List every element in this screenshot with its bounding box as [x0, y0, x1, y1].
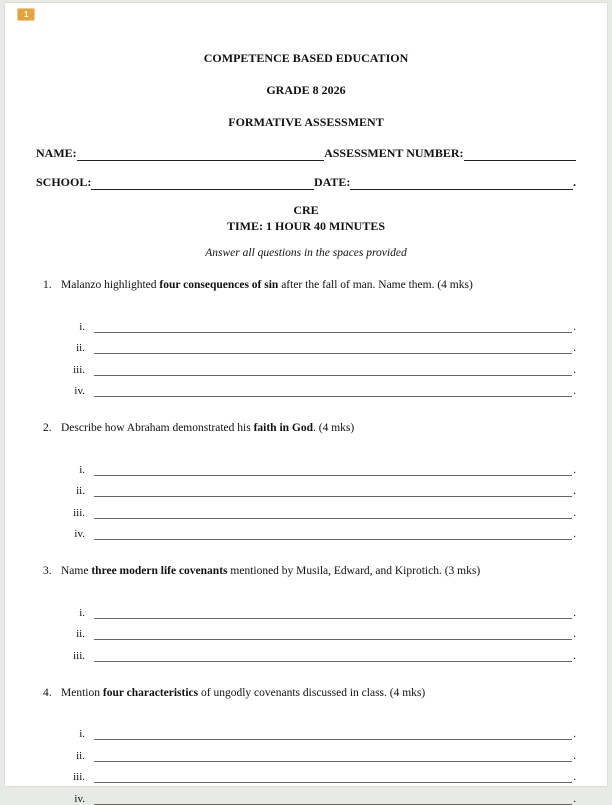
question-block [36, 279, 576, 397]
answer-line [36, 497, 576, 519]
answer-line [36, 519, 576, 541]
name-assessment-row [36, 145, 576, 161]
answer-field-line[interactable] [94, 626, 572, 640]
subject-heading: CRE [36, 203, 576, 219]
assessment-number-label: ASSESSMENT NUMBER: [324, 146, 463, 161]
question-number: 2. [43, 422, 61, 434]
name-label: NAME: [36, 146, 77, 161]
answer-line-period: . [572, 485, 576, 497]
answer-line [36, 354, 576, 376]
page-number-badge[interactable]: 1 [17, 8, 35, 21]
answer-field-line[interactable] [94, 340, 572, 354]
grade-heading: GRADE 8 2026 [36, 83, 576, 98]
answer-line [36, 333, 576, 355]
answer-line-numeral: iii. [36, 650, 94, 662]
answer-line-numeral: iv. [36, 528, 94, 540]
question-text: Name three modern life covenants mentioned by Musila, Edward, and Kiprotich. (3 mks) [61, 565, 480, 577]
answer-line-numeral: iii. [36, 507, 94, 519]
answer-line [36, 719, 576, 741]
answer-field-line[interactable] [94, 748, 572, 762]
answer-field-line[interactable] [94, 791, 572, 805]
school-field-line[interactable] [91, 176, 314, 190]
answer-line-period: . [572, 321, 576, 333]
answer-line [36, 740, 576, 762]
question-head [36, 279, 576, 291]
answer-field-line[interactable] [94, 462, 572, 476]
document-title: COMPETENCE BASED EDUCATION [36, 51, 576, 66]
answer-line [36, 454, 576, 476]
answer-field-line[interactable] [94, 483, 572, 497]
answer-line-period: . [572, 771, 576, 783]
answer-line-period: . [572, 385, 576, 397]
answer-line [36, 311, 576, 333]
answer-line-period: . [572, 793, 576, 805]
school-date-row [36, 174, 576, 190]
answer-line-numeral: i. [36, 728, 94, 740]
question-head [36, 422, 576, 434]
answer-field-line[interactable] [94, 383, 572, 397]
question-block [36, 687, 576, 805]
answer-line-period: . [572, 364, 576, 376]
assessment-number-field-line[interactable] [464, 147, 576, 161]
answer-line-period: . [572, 464, 576, 476]
answer-field-line[interactable] [94, 505, 572, 519]
answer-line-period: . [572, 528, 576, 540]
name-field-line[interactable] [77, 147, 324, 161]
answer-line-period: . [572, 628, 576, 640]
answer-line-period: . [572, 342, 576, 354]
answer-line-numeral: ii. [36, 485, 94, 497]
question-head [36, 565, 576, 577]
answer-field-line[interactable] [94, 526, 572, 540]
answer-line-numeral: iv. [36, 385, 94, 397]
answer-line-numeral: i. [36, 464, 94, 476]
answer-line-period: . [572, 750, 576, 762]
assessment-type-heading: FORMATIVE ASSESSMENT [36, 115, 576, 130]
answer-field-line[interactable] [94, 362, 572, 376]
page-content [5, 3, 607, 786]
answer-line-numeral: ii. [36, 342, 94, 354]
answer-field-line[interactable] [94, 605, 572, 619]
row-end-period: . [573, 175, 576, 190]
answer-line-period: . [572, 507, 576, 519]
answer-field-line[interactable] [94, 319, 572, 333]
answer-field-line[interactable] [94, 648, 572, 662]
answer-line-period: . [572, 650, 576, 662]
question-text: Malanzo highlighted four consequences of sin after the fall of man. Name them. (4 mks) [61, 279, 473, 291]
answer-line [36, 762, 576, 784]
question-block [36, 565, 576, 662]
question-text: Mention four characteristics of ungodly covenants discussed in class. (4 mks) [61, 687, 425, 699]
answer-line [36, 597, 576, 619]
answer-line [36, 619, 576, 641]
answer-field-line[interactable] [94, 726, 572, 740]
answer-line [36, 376, 576, 398]
answer-line-numeral: ii. [36, 750, 94, 762]
answer-line-numeral: iii. [36, 364, 94, 376]
answer-field-line[interactable] [94, 769, 572, 783]
answer-line [36, 783, 576, 805]
question-text: Describe how Abraham demonstrated his faith in God. (4 mks) [61, 422, 354, 434]
date-field-line[interactable] [350, 176, 573, 190]
answer-line-period: . [572, 607, 576, 619]
document-page [5, 3, 607, 786]
date-label: DATE: [314, 175, 350, 190]
answer-line-numeral: iii. [36, 771, 94, 783]
question-number: 3. [43, 565, 61, 577]
questions [36, 279, 576, 805]
subject-time-block [36, 203, 576, 234]
answer-line-numeral: i. [36, 321, 94, 333]
answer-line [36, 476, 576, 498]
exam-instructions: Answer all questions in the spaces provided [36, 247, 576, 259]
answer-line-numeral: i. [36, 607, 94, 619]
answer-line [36, 640, 576, 662]
question-block [36, 422, 576, 540]
school-label: SCHOOL: [36, 175, 91, 190]
question-number: 1. [43, 279, 61, 291]
time-allowed: TIME: 1 HOUR 40 MINUTES [36, 219, 576, 235]
answer-line-period: . [572, 728, 576, 740]
question-number: 4. [43, 687, 61, 699]
question-head [36, 687, 576, 699]
answer-line-numeral: iv. [36, 793, 94, 805]
answer-line-numeral: ii. [36, 628, 94, 640]
